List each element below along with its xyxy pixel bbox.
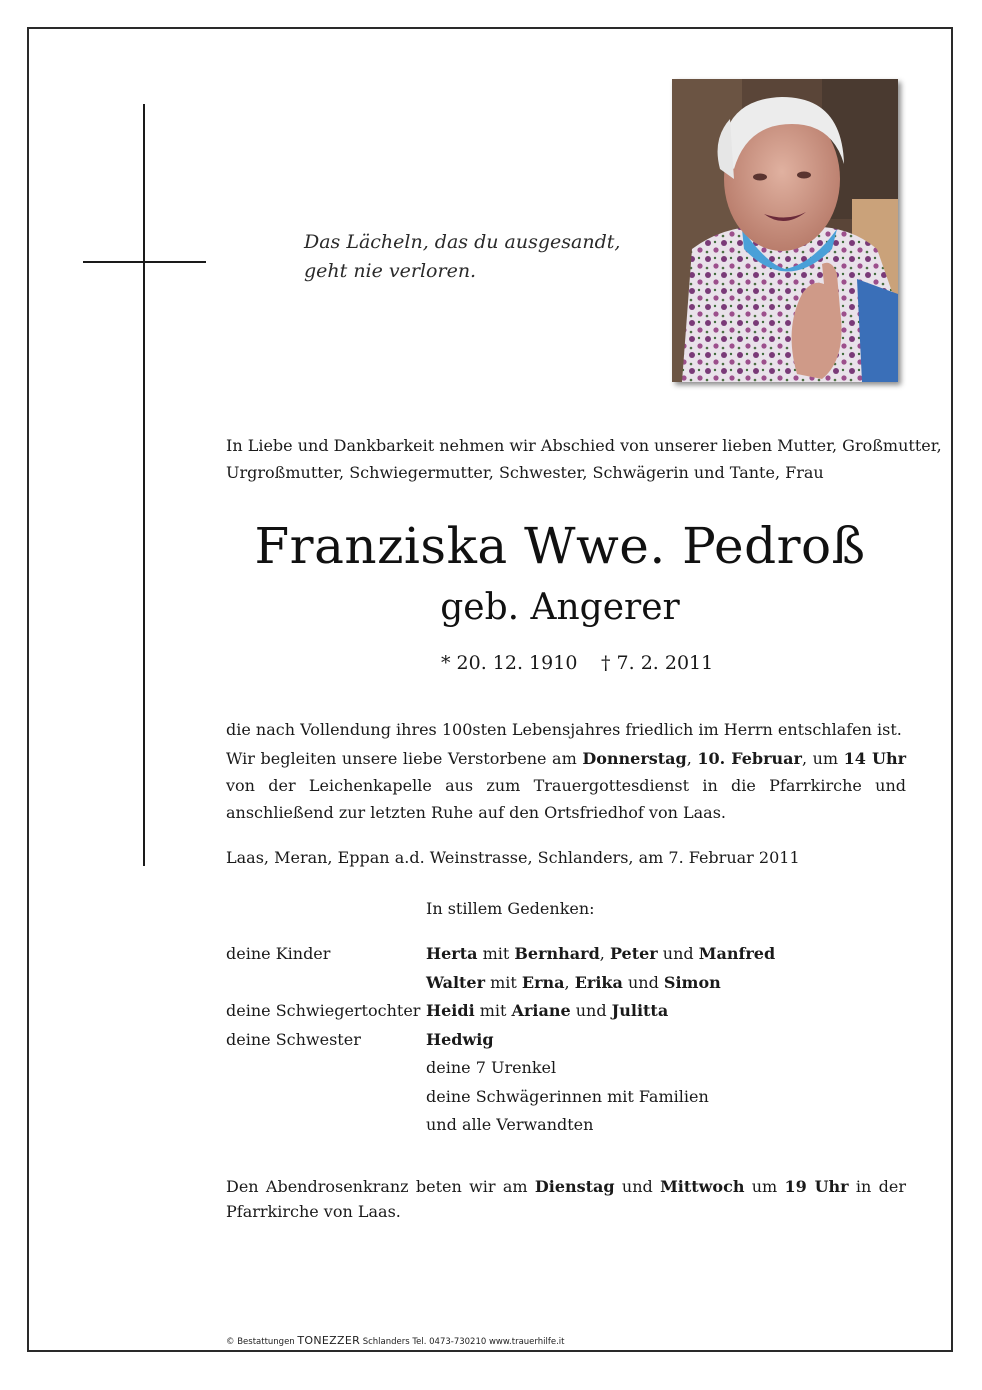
mourner-name-bold: Simon: [663, 972, 721, 992]
mourner-name-text: und: [570, 1001, 612, 1020]
cross-horizontal-bar: [83, 261, 206, 263]
mourner-name-text: mit: [474, 1001, 512, 1020]
portrait-photo: [672, 79, 898, 382]
notice-text: [226, 716, 906, 826]
footer-company: TONEZZER: [297, 1334, 361, 1347]
rosary-day-1: Dienstag: [534, 1177, 615, 1196]
cross-vertical-bar: [143, 104, 145, 866]
mourner-name-text: mit: [477, 944, 515, 963]
mourner-name-text: ,: [599, 944, 610, 963]
mourner-name-text: deine Schwägerinnen mit Familien: [426, 1086, 709, 1106]
intro-line-1: In Liebe und Dankbarkeit nehmen wir Abschied von unserer lieben Mutter, Großmutter,: [226, 436, 942, 455]
mourner-name-bold: Bernhard: [514, 944, 600, 963]
birth-date: * 20. 12. 1910: [441, 652, 578, 674]
mourner-name-text: und: [622, 972, 664, 992]
mourner-role: deine Schwester: [226, 1029, 361, 1049]
mourner-row: [226, 998, 906, 1027]
rosary-time: 19 Uhr: [784, 1177, 849, 1196]
mourner-names: [426, 970, 721, 996]
mourner-role: deine Schwiegertochter: [226, 1001, 421, 1020]
funeral-details: [226, 745, 906, 826]
funeral-text-c: ,: [686, 749, 698, 768]
mourner-name-bold: Julitta: [611, 1001, 669, 1020]
intro-line-2: Urgroßmutter, Schwiegermutter, Schwester, Schwägerin und Tante, Frau: [226, 463, 824, 482]
footer-prefix: © Bestattungen: [226, 1337, 298, 1347]
mourner-name-bold: Ariane: [511, 1001, 571, 1020]
mourner-name-bold: Walter: [426, 972, 486, 992]
rosary-text-g: in der Pfarrkirche von Laas.: [226, 1177, 906, 1221]
mourner-row: [226, 1084, 906, 1113]
mourner-names: [426, 1027, 494, 1053]
funeral-text-e: , um: [801, 749, 844, 768]
mourner-row: [226, 1112, 906, 1141]
mourner-names: [426, 1084, 709, 1110]
mourner-name-text: und alle Verwandten: [426, 1115, 594, 1134]
rosary-text-e: um: [744, 1177, 785, 1196]
funeral-day: Donnerstag: [582, 749, 687, 768]
mourners-heading: In stillem Gedenken:: [426, 899, 595, 918]
mourner-role: deine Kinder: [226, 944, 331, 963]
quote-line-1: Das Lächeln, das du ausgesandt,: [304, 231, 621, 253]
mourner-name-bold: Hedwig: [426, 1029, 494, 1049]
mourner-name-bold: Herta: [426, 944, 478, 963]
mourner-row: [226, 1027, 906, 1056]
mourner-row: [226, 941, 906, 970]
mourner-names: [426, 1055, 556, 1081]
mourner-name-bold: Heidi: [426, 1001, 475, 1020]
death-date: † 7. 2. 2011: [601, 652, 714, 674]
funeral-home-footer: [226, 1334, 564, 1347]
mourners-list: [226, 941, 906, 1141]
mourner-name-bold: Peter: [609, 944, 658, 963]
funeral-date: 10. Februar: [697, 749, 802, 768]
rosary-text-c: und: [614, 1177, 661, 1196]
mourner-name-text: ,: [564, 972, 575, 992]
mourner-name-bold: Erna: [521, 972, 565, 992]
quote-line-2: geht nie verloren.: [304, 260, 477, 282]
place-and-date: Laas, Meran, Eppan a.d. Weinstrasse, Schlanders, am 7. Februar 2011: [226, 848, 800, 867]
funeral-text-g: von der Leichenkapelle aus zum Trauergottesdienst in die Pfarrkirche und anschließend zur letzten Ruhe auf den Ortsfriedhof von Laas.: [226, 776, 906, 822]
intro-text: [226, 432, 942, 486]
mourner-name-text: und: [657, 944, 699, 963]
memorial-quote: [304, 228, 624, 286]
mourner-name-text: mit: [485, 972, 522, 992]
rosary-text-a: Den Abendrosenkranz beten wir am: [226, 1177, 535, 1196]
mourner-names: [426, 998, 668, 1024]
rosary-day-2: Mittwoch: [660, 1177, 745, 1196]
maiden-name: geb. Angerer: [440, 587, 680, 628]
mourner-row: [226, 970, 906, 999]
mourner-name-text: deine 7 Urenkel: [426, 1058, 557, 1077]
mourner-names: [426, 1112, 593, 1138]
mourner-names: [426, 941, 775, 967]
notice-line-1: die nach Vollendung ihres 100sten Lebensjahres friedlich im Herrn entschlafen ist.: [226, 720, 902, 739]
funeral-text-a: Wir begleiten unsere liebe Verstorbene am: [226, 749, 583, 768]
rosary-notice: [226, 1174, 906, 1224]
mourner-row: [226, 1055, 906, 1084]
footer-contact: Schlanders Tel. 0473-730210 www.trauerhilfe.it: [360, 1337, 565, 1347]
funeral-time: 14 Uhr: [843, 749, 907, 768]
mourner-name-bold: Manfred: [698, 944, 776, 963]
deceased-name: Franziska Wwe. Pedroß: [254, 517, 866, 575]
mourner-name-bold: Erika: [574, 972, 623, 992]
